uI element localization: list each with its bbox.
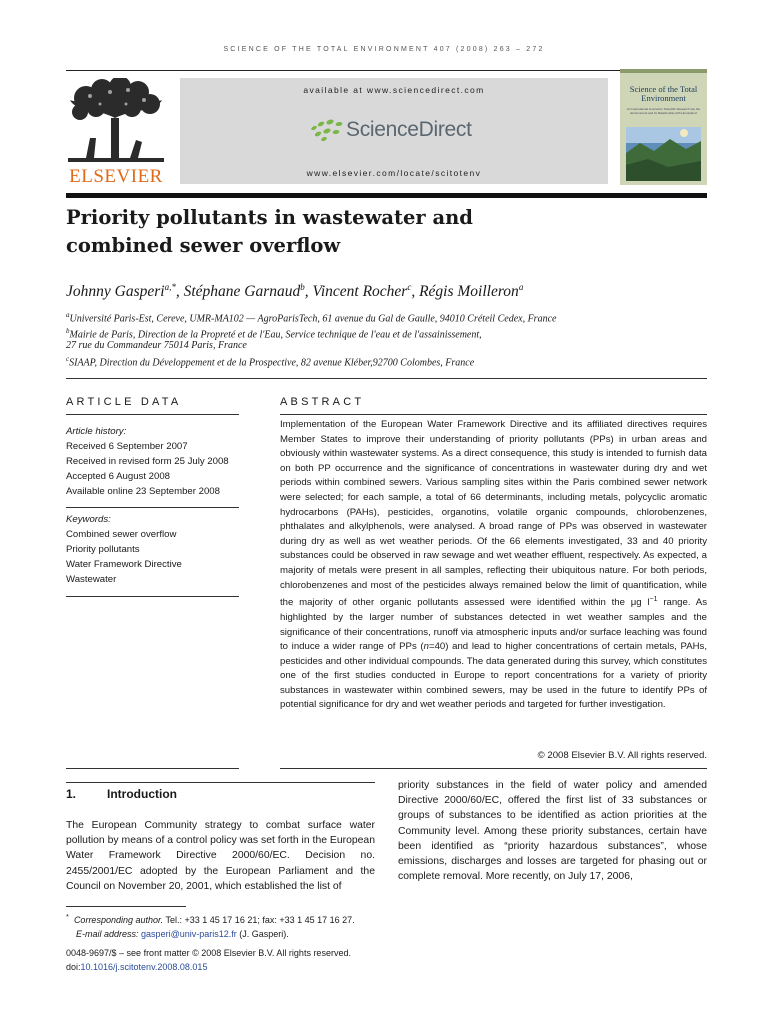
author-affil-marker: b xyxy=(300,282,305,292)
keywords xyxy=(66,512,246,587)
abstract-unit-exponent: −1 xyxy=(649,596,658,604)
corresponding-author-note xyxy=(66,910,706,941)
history-item: Received in revised form 25 July 2008 xyxy=(66,456,229,467)
cover-subtitle: An International Journal for Scientific Research into the Environment and its Relationship with Humankind xyxy=(626,107,701,115)
author-name[interactable]: Vincent Rocher xyxy=(312,283,408,301)
journal-url-link[interactable]: www.elsevier.com/locate/scitotenv xyxy=(306,168,482,178)
title-line-1: Priority pollutants in wastewater and xyxy=(66,206,473,229)
history-item: Accepted 6 August 2008 xyxy=(66,471,171,482)
section-title: Introduction xyxy=(107,787,177,801)
sciencedirect-banner xyxy=(180,78,608,184)
affiliation-b-cont xyxy=(66,338,706,353)
history-item: Received 6 September 2007 xyxy=(66,441,188,452)
section-rule xyxy=(66,378,707,379)
affil-text: Mairie de Paris, Direction de la Propreté et de l'Eau, Service technique de l'eau et de l'assainissement, xyxy=(69,329,482,341)
elsevier-wordmark: ELSEVIER xyxy=(69,166,163,187)
email-link[interactable]: gasperi@univ-paris12.fr xyxy=(141,929,237,939)
author-separator: , xyxy=(411,283,420,301)
cover-title: Science of the Total Environment xyxy=(629,84,698,103)
article-history xyxy=(66,424,246,499)
sciencedirect-wordmark: ScienceDirect xyxy=(346,118,472,141)
footnote-rule xyxy=(66,906,186,907)
keyword-item[interactable]: Wastewater xyxy=(66,574,117,585)
author-affil-marker: a,* xyxy=(164,282,176,292)
available-at-text[interactable]: available at www.sciencedirect.com xyxy=(303,85,485,95)
author-separator: , xyxy=(175,283,184,301)
issn-line: 0048-9697/$ – see front matter © 2008 Elsevier B.V. All rights reserved. xyxy=(66,948,351,958)
doi-link[interactable]: 10.1016/j.scitotenv.2008.08.015 xyxy=(80,962,208,972)
abstract-part-1: Implementation of the European Water Framework Directive and its affiliated directives requires Member States to improve their understanding of priority pollutants (PPs) in urban areas and obviously within wastewater systems. As a direct consequence, this study is intended to furnish data on both PP occurrence and the significance of concentrations in wastewater during dry and wet periods within combined sewers. Various sampling sites within the Paris combined sewer network were selected; for each sample, a total of 66 determinants, including metals, polycyclic aromatic hydrocarbons (PAHs), pesticides, organotins, volatile organic compounds, chlorobenzenes, phthalates and alkylphenols, were analysed. A broad range of PPs was observed in wastewater during dry as well as wet weather periods. Of the 66 elements investigated, 33 and 40 priority substances could be observed in raw sewage and wet weather effluent, respectively. As expected, a majority of metals were present in all samples, reflecting their ubiquitous nature. For both periods, chlorobenzenes and most of the pesticides always remained below the limit of quantification, while the majority of other organic pollutants assessed were identified within the xyxy=(280,419,707,609)
abstract-copyright: © 2008 Elsevier B.V. All rights reserved. xyxy=(537,750,707,761)
intro-rule xyxy=(66,782,375,783)
abstract-n-label: n xyxy=(423,641,429,653)
abstract-bottom-rule xyxy=(280,768,707,769)
article-data-heading: ARTICLE DATA xyxy=(66,396,182,408)
abstract-rule xyxy=(280,414,707,415)
affil-marker: c xyxy=(66,355,70,363)
affil-text: 27 rue du Commandeur 75014 Paris, France xyxy=(66,340,247,351)
affil-marker: b xyxy=(66,327,70,335)
intro-left-column: The European Community strategy to combat surface water pollution by means of a control policy was set forth in the European Water Framework Directive 2000/60/EC. Decision no. 2455/2001/EC adopted by the European Parliament and the Council on November 20, 2001, which established the list of xyxy=(66,820,375,892)
article-data-rule xyxy=(66,414,239,415)
sciencedirect-dots-icon xyxy=(308,118,346,144)
author-separator: , xyxy=(304,283,313,301)
header-rule xyxy=(66,70,707,71)
history-item: Available online 23 September 2008 xyxy=(66,486,220,497)
author-affil-marker: c xyxy=(407,282,412,292)
keyword-item[interactable]: Combined sewer overflow xyxy=(66,529,177,540)
affil-text: Université Paris-Est, Cereve, UMR-MA102 — AgroParisTech, 61 avenue du Gal de Gaulle, 94010 Créteil Cedex, France xyxy=(69,313,557,325)
abstract-part-2: range. As highlighted by the larger number of substances detected in wet weather samples and the significance of their concentrations, runoff via atmospheric inputs and/or surface leaching was found to induce a wider range of PPs ( xyxy=(280,597,707,653)
author-affil-marker: a xyxy=(518,282,524,292)
keyword-item[interactable]: Priority pollutants xyxy=(66,544,140,555)
history-rule xyxy=(66,507,239,508)
affiliation-c xyxy=(66,352,706,370)
author-list xyxy=(66,282,706,301)
abstract-text xyxy=(280,418,707,713)
abstract-part-3: =40) and lead to higher concentrations of certain metals, PAHs, pesticides and other individual compounds. The data generated during this survey, which constitutes one of the first studies conducted in Europe to report concentrations for a variety of priority substances in wastewater within combined sewers, may be used in the future to identify PPs of potential significance for dry and wet weather periods and targeted for further investigation. xyxy=(280,641,707,711)
email-label: E-mail address: xyxy=(76,929,139,939)
corr-label: Corresponding author. xyxy=(73,915,164,925)
header-thick-rule xyxy=(66,193,707,198)
article-data-bottom-rule xyxy=(66,768,239,769)
keywords-rule xyxy=(66,596,239,597)
abstract-heading: ABSTRACT xyxy=(280,396,365,408)
elsevier-logo xyxy=(66,78,166,188)
keyword-item[interactable]: Water Framework Directive xyxy=(66,559,182,570)
sciencedirect-logo[interactable] xyxy=(308,116,488,146)
title-line-2: combined sewer overflow xyxy=(66,234,341,257)
footnote-star: * xyxy=(66,912,69,921)
email-suffix: (J. Gasperi). xyxy=(236,929,289,939)
history-label: Article history: xyxy=(66,426,127,437)
intro-right-column: priority substances in the field of water policy and amended Directive 2000/60/EC, offered the first list of 33 substances or groups of substances to be identified as action priorities at the Community level. Among these priority substances, certain have been identified as “priority hazardous substances”, whose emissions, discharges and losses are targeted for phasing out or complete removal. More recently, on July 17, 2006, xyxy=(398,780,707,883)
elsevier-tree-icon xyxy=(66,78,166,166)
author-name[interactable]: Stéphane Garnaud xyxy=(183,283,301,301)
intro-heading xyxy=(66,787,177,801)
doi-prefix: doi: xyxy=(66,962,81,972)
section-number: 1. xyxy=(66,787,77,801)
abstract-unit: μg l xyxy=(630,597,650,609)
affil-text: SIAAP, Direction du Développement et de la Prospective, 82 avenue Kléber,92700 Colombes, France xyxy=(69,357,475,369)
journal-running-head: SCIENCE OF THE TOTAL ENVIRONMENT 407 (2008) 263 – 272 xyxy=(223,46,545,53)
keywords-label: Keywords: xyxy=(66,514,111,525)
corr-contact: Tel.: +33 1 45 17 16 21; fax: +33 1 45 17 16 27. xyxy=(163,915,355,925)
article-title xyxy=(66,204,666,260)
author-name[interactable]: Régis Moilleron xyxy=(419,283,519,301)
publication-info xyxy=(66,946,706,974)
journal-cover[interactable] xyxy=(620,69,707,185)
affil-marker: a xyxy=(66,311,70,319)
author-name[interactable]: Johnny Gasperi xyxy=(66,283,165,301)
